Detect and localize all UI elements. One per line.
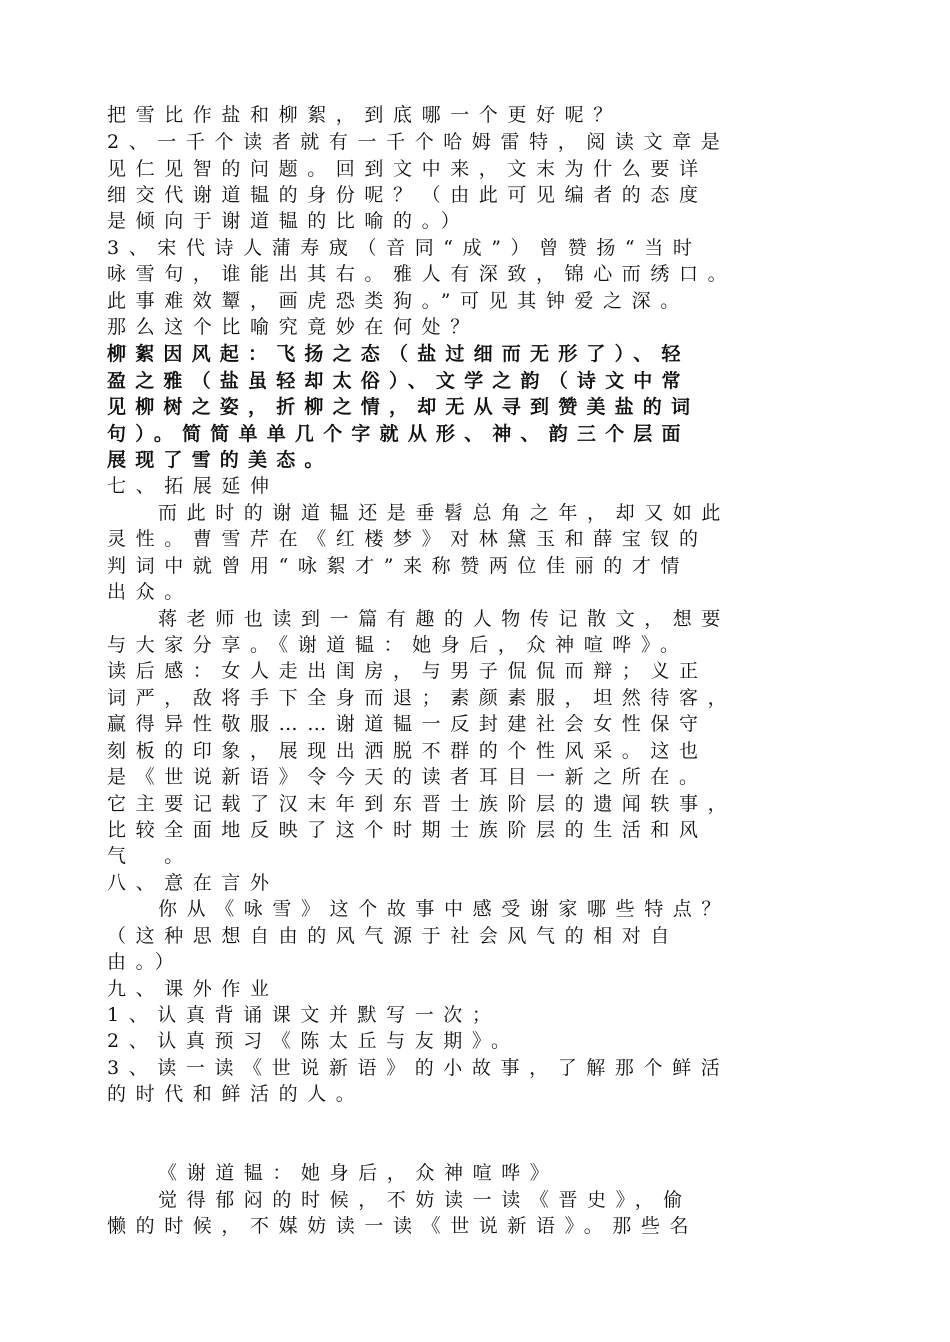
- text-line: 见仁见智的问题。回到文中来，文末为什么要详: [107, 158, 708, 180]
- text-line: 由。）: [107, 951, 184, 973]
- text-line: 与大家分享。《谢道韫：她身后，众神喧哗》。: [107, 634, 689, 656]
- text-line: 的时代和鲜活的人。: [107, 1083, 365, 1105]
- text-line: 2、一千个读者就有一千个哈姆雷特，阅读文章是: [107, 131, 730, 153]
- highlight-answer-line: 柳絮因风起：飞扬之态（盐过细而无形了）、轻: [107, 343, 690, 365]
- highlight-answer-line: 盈之雅（盐虽轻却太俗）、文学之韵（诗文中常: [107, 370, 690, 392]
- text-line: 赢得异性敬服……谢道韫一反封建社会女性保守: [107, 713, 708, 735]
- text-line: 那么这个比喻究竟妙在何处？: [107, 316, 479, 338]
- text-line: 3、宋代诗人蒲寿宬（音同“成”）曾赞扬“当时: [107, 237, 702, 259]
- text-line: 刻板的印象，展现出洒脱不群的个性风采。这也: [107, 740, 708, 762]
- text-line: 而此时的谢道韫还是垂髫总角之年，却又如此: [158, 502, 731, 524]
- highlight-answer-line: 展现了雪的美态。: [107, 449, 333, 471]
- text-line: （这种思想自由的风气源于社会风气的相对自: [107, 925, 680, 947]
- homework-item: 3、读一读《世说新语》的小故事，了解那个鲜活: [107, 1057, 730, 1079]
- homework-item: 1、认真背诵课文并默写一次；: [107, 1004, 501, 1026]
- section-heading: 七、拓展延伸: [107, 475, 279, 497]
- text-line: 此事难效颦，画虎恐类狗。”可见其钟爱之深。: [107, 290, 689, 312]
- text-line: 气 。: [107, 845, 193, 867]
- section-heading: 八、意在言外: [107, 872, 279, 894]
- text-line: 是倾向于谢道韫的比喻的。）: [107, 210, 470, 232]
- text-line: 词严，敌将手下全身而退；素颜素服，坦然待客，: [107, 687, 737, 709]
- text-line: 你从《咏雪》这个故事中感受谢家哪些特点？: [158, 898, 731, 920]
- text-line: 觉得郁闷的时候，不妨读一读《晋史》，偷: [158, 1189, 692, 1211]
- homework-item: 2、认真预习《陈太丘与友期》。: [107, 1030, 520, 1052]
- essay-title: 《谢道韫：她身后，众神喧哗》: [158, 1162, 559, 1184]
- text-line: 读后感：女人走出闺房，与男子侃侃而辩；义正: [107, 660, 708, 682]
- highlight-answer-line: 见柳树之姿，折柳之情，却无从寻到赞美盐的词: [107, 396, 700, 418]
- text-line: 出众。: [107, 581, 193, 603]
- text-line: 懒的时候，不媒妨读一读《世说新语》。那些名: [107, 1215, 699, 1237]
- text-line: 灵性。曹雪芹在《红楼梦》对林黛玉和薛宝钗的: [107, 528, 708, 550]
- text-line: 比较全面地反映了这个时期士族阶层的生活和风: [107, 819, 708, 841]
- text-line: 是《世说新语》令今天的读者耳目一新之所在。: [107, 766, 708, 788]
- text-line: 判词中就曾用“咏絮才”来称赞两位佳丽的才情: [107, 555, 690, 577]
- highlight-answer-line: 句）。简简单单几个字就从形、神、韵三个层面: [107, 423, 690, 445]
- text-line: 咏雪句，谁能出其右。雅人有深致，锦心而绣口。: [107, 263, 737, 285]
- text-line: 细交代谢道韫的身份呢？（由此可见编者的态度: [107, 184, 708, 206]
- text-line: 蒋老师也读到一篇有趣的人物传记散文，想要: [158, 608, 731, 630]
- section-heading: 九、课外作业: [107, 978, 279, 1000]
- text-line: 把雪比作盐和柳絮，到底哪一个更好呢？: [107, 104, 622, 126]
- text-line: 它主要记载了汉末年到东晋士族阶层的遗闻轶事，: [107, 793, 737, 815]
